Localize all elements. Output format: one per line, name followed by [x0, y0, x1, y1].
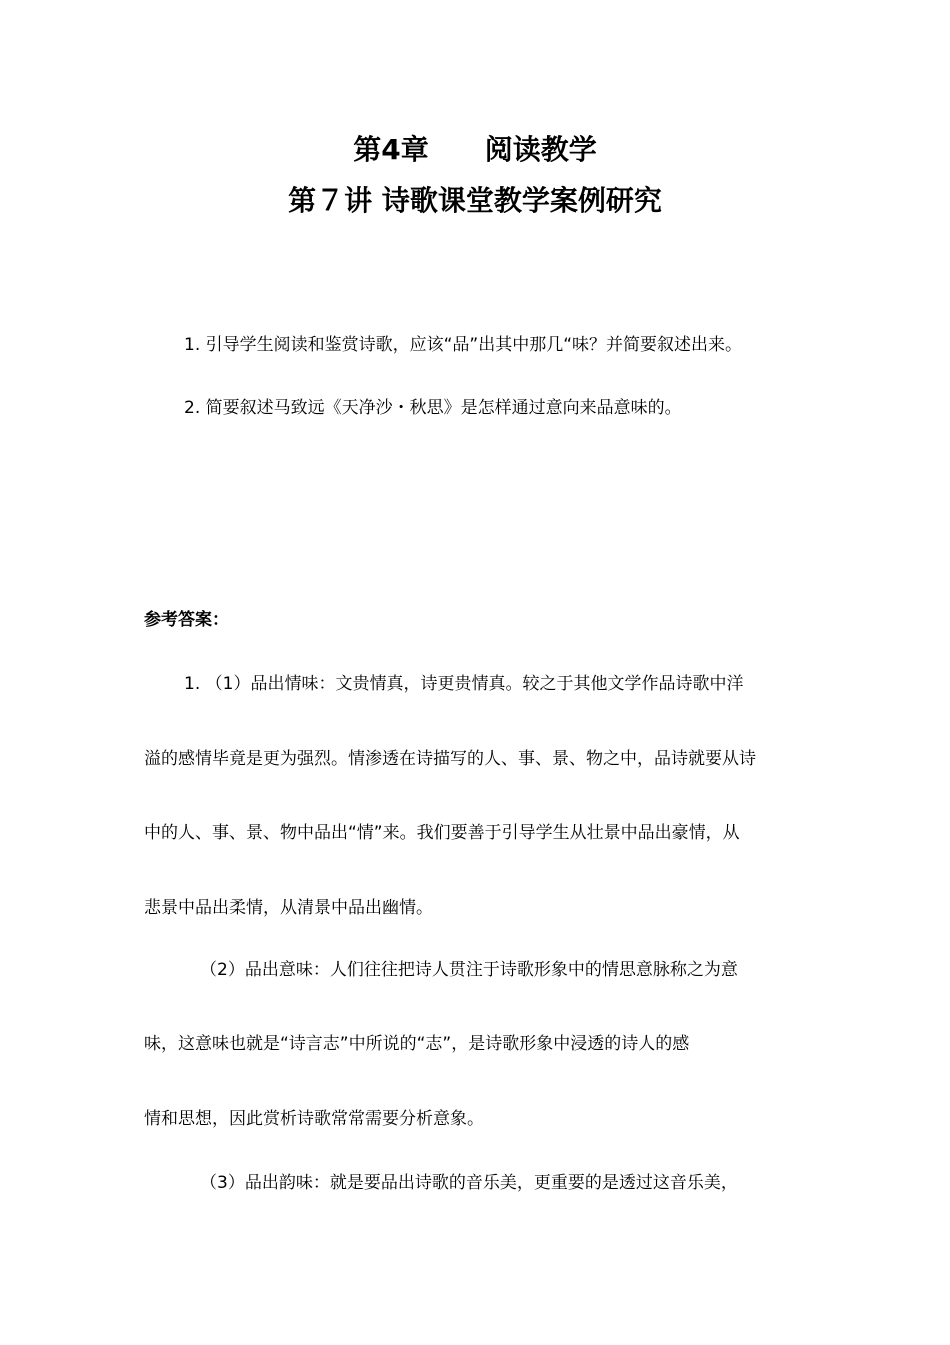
- answer-3-line-1: （3）品出韵味：就是要品出诗歌的音乐美，更重要的是透过这音乐美，: [200, 1173, 738, 1193]
- question-1: 1. 引导学生阅读和鉴赏诗歌，应该“品”出其中那几“味？并简要叙述出来。: [184, 335, 743, 355]
- answer-1-line-3: 中的人、事、景、物中品出“情”来。我们要善于引导学生从壮景中品出豪情，从: [144, 823, 740, 843]
- answer-2-line-1: （2）品出意味：人们往往把诗人贯注于诗歌形象中的情思意脉称之为意: [200, 960, 738, 980]
- answer-heading: 参考答案：: [144, 610, 229, 630]
- lecture-title: 第７讲 诗歌课堂教学案例研究: [288, 184, 662, 217]
- answer-1-line-1: 1. （1）品出情味：文贵情真，诗更贵情真。较之于其他文学作品诗歌中洋: [184, 674, 744, 694]
- question-2: 2. 简要叙述马致远《天净沙・秋思》是怎样通过意向来品意味的。: [184, 398, 682, 418]
- chapter-title: 第4章 阅读教学: [353, 133, 597, 166]
- answer-1-line-4: 悲景中品出柔情，从清景中品出幽情。: [144, 898, 433, 918]
- answer-2-line-2: 味，这意味也就是“诗言志”中所说的“志”，是诗歌形象中浸透的诗人的感: [144, 1034, 690, 1054]
- answer-1-line-2: 溢的感情毕竟是更为强烈。情渗透在诗描写的人、事、景、物之中，品诗就要从诗: [144, 749, 756, 769]
- answer-2-line-3: 情和思想，因此赏析诗歌常常需要分析意象。: [144, 1109, 484, 1129]
